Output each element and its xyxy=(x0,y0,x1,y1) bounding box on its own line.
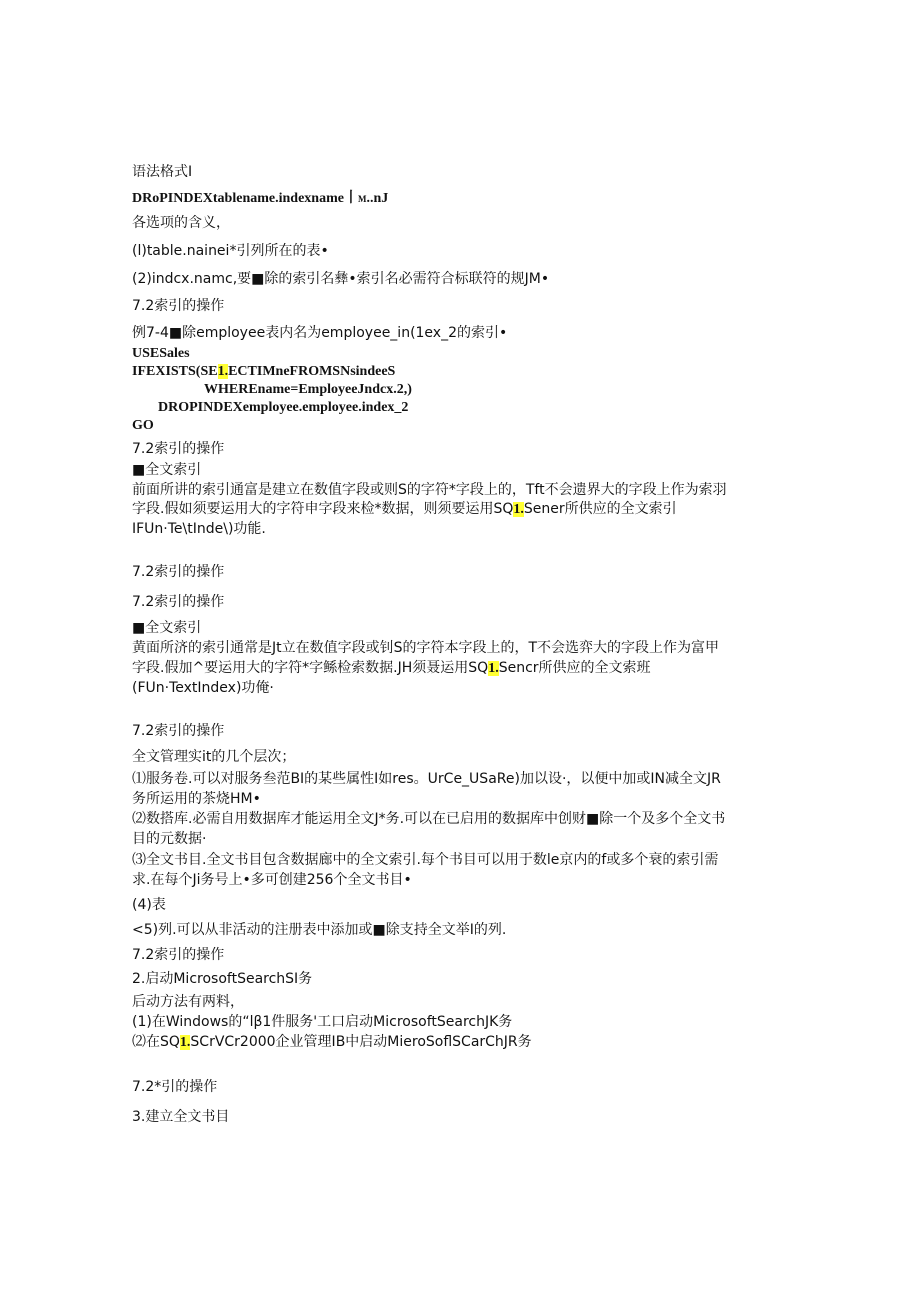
syntax-heading: 语法格式I xyxy=(132,164,193,180)
example-title: 例7-4■除employee表内名为employee_in(1ex_2的索引• xyxy=(132,325,508,341)
section-heading: 7.2索引的操作 xyxy=(132,298,225,314)
syntax-line xyxy=(132,190,388,208)
paragraph-line: 前面所讲的索引通富是建立在数值字段或则S的字符*字段上的，Tft不会遗界大的字段上作为索羽 xyxy=(132,482,727,498)
paragraph-text: ⑵在SQ xyxy=(132,1034,180,1050)
syntax-subscript: M xyxy=(357,194,367,204)
section-heading: 7.2索引的操作 xyxy=(132,564,225,580)
code-text: ECTIMneFROMSNsindeeS xyxy=(228,364,396,379)
list-item-1-cont: 务所运用的茶烧HM• xyxy=(132,791,261,807)
paragraph-line: IFUn·Te\tInde\)功能. xyxy=(132,521,266,537)
paragraph-text: 字段.假如须要运用大的字符申字段来检*数据，则须要运用SQ xyxy=(132,501,514,517)
code-line-3: WHEREname=EmployeeJndcx.2,) xyxy=(204,382,412,397)
paragraph-line xyxy=(132,500,677,519)
code-line-1: USESales xyxy=(132,346,190,361)
paragraph-line: 全文管理实it的几个层次； xyxy=(132,749,296,765)
section-heading: 7.2索引的操作 xyxy=(132,723,225,739)
code-line-4: DROPINDEXemployee.employee.index_2 xyxy=(158,400,409,415)
method-2 xyxy=(132,1033,532,1052)
list-item-5: <5)列.可以从非活动的注册表中添加或■除支持全文举I的列. xyxy=(132,922,507,938)
code-line-2 xyxy=(132,363,395,381)
section-heading: 7.2索引的操作 xyxy=(132,594,225,610)
paragraph-text: SCrVCr2000企业管理IB中启动MieroSoflSCarChJR务 xyxy=(190,1034,532,1050)
paragraph-line: 后动方法有两料， xyxy=(132,994,244,1010)
highlight-mark: 1. xyxy=(513,502,524,517)
paragraph-text: Sencr所供应的全文索班 xyxy=(498,660,651,676)
section-heading: 7.2*引的操作 xyxy=(132,1079,218,1095)
options-intro: 各选项的含义， xyxy=(132,215,230,231)
list-item-2-cont: 目的元数据· xyxy=(132,831,207,847)
section-heading: 7.2索引的操作 xyxy=(132,947,225,963)
paragraph-text: Sener所供应的全文索引 xyxy=(523,501,677,517)
list-item-3-cont: 求.在每个Ji务号上•多可创建256个全文书目• xyxy=(132,872,412,888)
syntax-text: DRoPINDEXtablename.indexname丨 xyxy=(132,191,358,206)
method-1: (1)在Windows的“lβ1件服务'工口启动MicrosoftSearchJK务 xyxy=(132,1014,513,1030)
subsection-heading: 3.建立全文书目 xyxy=(132,1109,230,1125)
code-line-5: GO xyxy=(132,418,154,433)
subsection-heading: ■全文索引 xyxy=(132,462,202,478)
option-1: (l)table.nainei*引列所在的表• xyxy=(132,243,329,259)
highlight-mark: 1. xyxy=(488,661,499,676)
list-item-1: ⑴服务卷.可以对服务叁范BI的某些属性I如res。UrCe_USaRe)加以设·，以便中加或IN减全文JR xyxy=(132,771,721,787)
paragraph-line: 黄面所济的索引通常是Jt立在数值字段或钊S的字符本字段上的，T不会选弈大的字段上作为富甲 xyxy=(132,640,720,656)
paragraph-line: (FUn·TextIndex)功俺· xyxy=(132,680,274,696)
paragraph-line xyxy=(132,659,651,678)
list-item-3: ⑶全文书目.全文书目包含数据廊中的全文索引.每个书目可以用于数le京内的f或多个衰的索引需 xyxy=(132,852,719,868)
highlight-mark: 1. xyxy=(179,1035,191,1050)
subsection-heading: 2.启动MicrosoftSearchSI务 xyxy=(132,971,313,987)
paragraph-text: 字段.假加^要运用大的字符*字鲧检索数据.JH须聂运用SQ xyxy=(132,660,489,676)
highlight-mark: 1. xyxy=(217,364,229,379)
list-item-4: (4)表 xyxy=(132,897,166,913)
section-heading: 7.2索引的操作 xyxy=(132,441,225,457)
syntax-tail: ..nJ xyxy=(366,191,389,206)
list-item-2: ⑵数搭库.必需自用数据库才能运用全文J*务.可以在已启用的数据库中创财■除一个及多个全文书 xyxy=(132,811,726,827)
option-2: (2)indcx.namc,要■除的索引名彝•索引名必需符合标联符的规JM• xyxy=(132,271,550,287)
code-text: IFEXISTS(SE xyxy=(132,364,218,379)
subsection-heading: ■全文索引 xyxy=(132,620,202,636)
